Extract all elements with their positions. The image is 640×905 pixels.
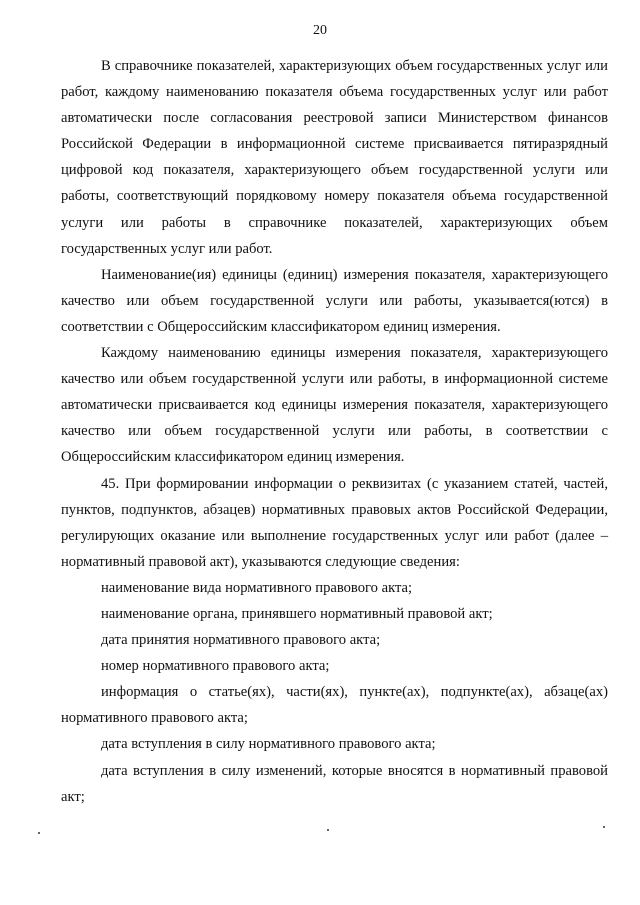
paragraph-unit-names: Наименование(ия) единицы (единиц) измерения показателя, характеризующего качество или объем государственной услуги или работы, указывается(ются) в соответствии с Общероссийским классификатором единиц измерения. [61, 266, 608, 335]
list-item-amendments-date: дата вступления в силу изменений, которые вносятся в нормативный правовой акт; [61, 762, 608, 805]
paragraph-reference-codes: В справочнике показателей, характеризующих объем государственных услуг или работ, каждому наименованию показателя объема государственных услуг или работ автоматически после согласования реестровой записи Министерством финансов Российской Федерации в информационной системе присваивается пятиразрядный цифровой код показателя, характеризующего объем государственной услуги или работы, соответствующий порядковому номеру показателя объема государственной услуги или работы в справочнике показателей, характеризующих объем государственных услуг или работ. [61, 58, 608, 257]
list-item-issuing-body: наименование органа, принявшего нормативный правовой акт; [101, 605, 493, 622]
list-item-effective-date: дата вступления в силу нормативного правового акта; [101, 736, 436, 753]
list-item-act-type: наименование вида нормативного правового акта; [101, 579, 413, 596]
scan-speck [38, 832, 40, 834]
document-body [61, 53, 608, 810]
scan-speck [603, 826, 605, 828]
list-item-act-number: номер нормативного правового акта; [101, 658, 330, 675]
list-item-article-info: информация о статье(ях), части(ях), пункте(ах), подпункте(ах), абзаце(ах) нормативного правового акта; [61, 684, 608, 727]
paragraph-unit-codes: Каждому наименованию единицы измерения показателя, характеризующего качество или объем государственной услуги или работы, в информационной системе автоматически присваивается код единицы измерения показателя, характеризующего качество или объем государственной услуги или работы, в соответствии с Общероссийским классификатором единиц измерения. [61, 345, 608, 466]
list-item-adoption-date: дата принятия нормативного правового акта; [101, 632, 381, 649]
page-number: 20 [313, 23, 327, 38]
paragraph-item-45: 45. При формировании информации о реквизитах (с указанием статей, частей, пунктов, подпунктов, абзацев) нормативных правовых актов Российской Федерации, регулирующих оказание или выполнение государственных услуг или работ (далее – нормативный правовой акт), указываются следующие сведения: [61, 475, 608, 570]
scan-speck [327, 829, 329, 831]
